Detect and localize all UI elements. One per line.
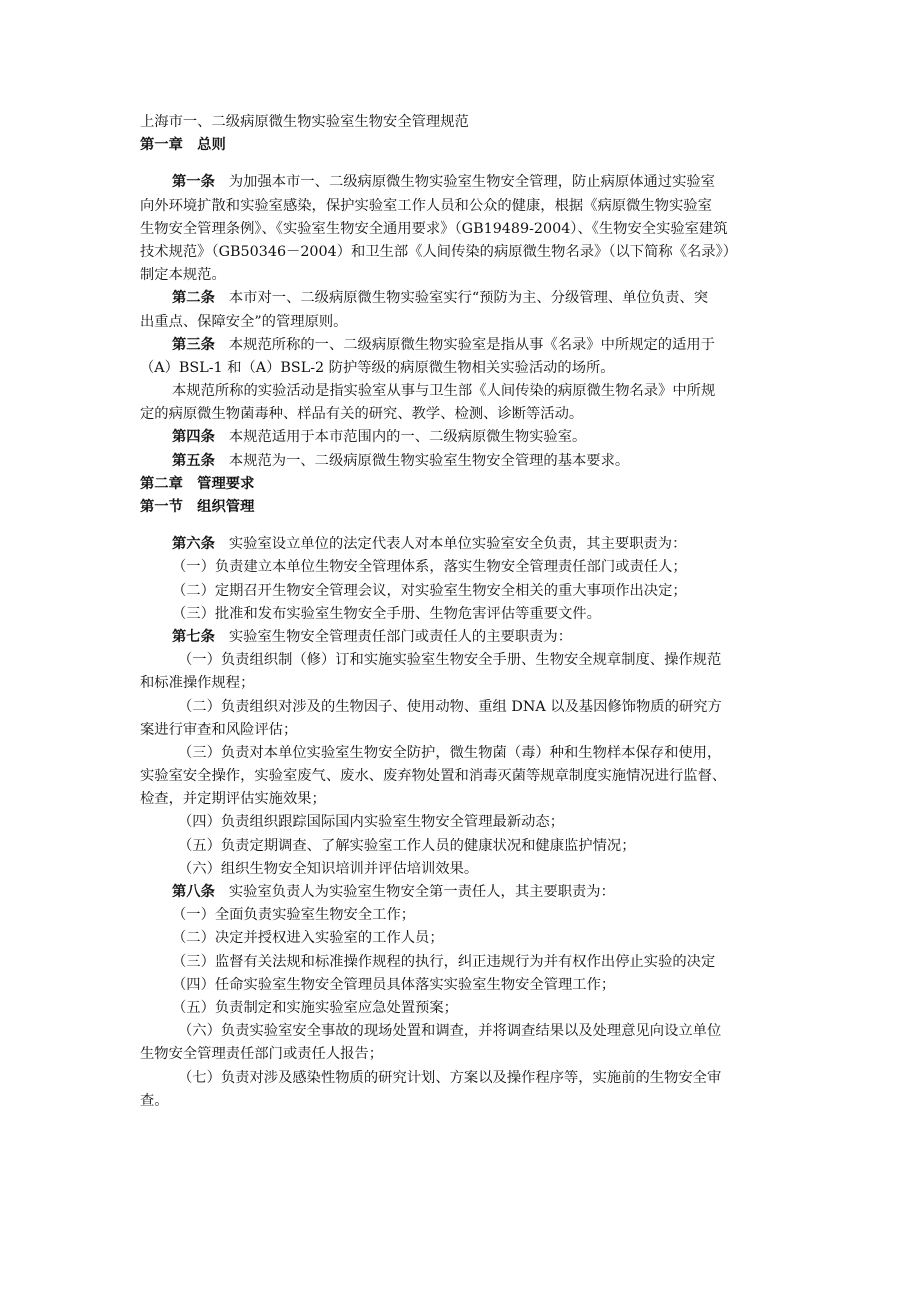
- article-4: 第四条 本规范适用于本市范围内的一、二级病原微生物实验室。: [172, 429, 587, 446]
- article-7-item-3-line-1: （三）负责对本单位实验室生物安全防护，微生物菌（毒）种和生物样本保存和使用，: [178, 744, 722, 761]
- section-1-heading: 第一节 组织管理: [140, 499, 255, 515]
- article-1-line-4: 技术规范》（GB50346－2004）和卫生部《人间传染的病原微生物名录》（以下简称《名录》）: [140, 243, 738, 260]
- article-1-line-2: 向外环境扩散和实验室感染，保护实验室工作人员和公众的健康，根据《病原微生物实验室: [140, 197, 712, 214]
- document-body: [140, 111, 800, 1113]
- article-1-line-1: 第一条 为加强本市一、二级病原微生物实验室生物安全管理，防止病原体通过实验室: [172, 174, 715, 191]
- article-6-item-1: （一）负责建立本单位生物安全管理体系，落实生物安全管理责任部门或责任人；: [172, 559, 687, 576]
- article-7-item-1-line-1: （一）负责组织制（修）订和实施实验室生物安全手册、生物安全规章制度、操作规范: [178, 652, 722, 669]
- article-1-label: 第一条: [172, 174, 215, 191]
- article-8-item-6-line-2: 生物安全管理责任部门或责任人报告；: [140, 1046, 384, 1063]
- article-7-item-2-line-2: 案进行审查和风险评估；: [140, 721, 298, 738]
- article-8-item-6-line-1: （六）负责实验室安全事故的现场处置和调查，并将调查结果以及处理意见向设立单位: [178, 1023, 722, 1040]
- article-6-item-2: （二）定期召开生物安全管理会议，对实验室生物安全相关的重大事项作出决定；: [172, 582, 687, 599]
- article-1-line-5: 制定本规范。: [140, 267, 226, 284]
- article-7-item-3-line-3: 检查，并定期评估实施效果；: [140, 791, 326, 808]
- article-8-label: 第八条: [172, 884, 215, 900]
- article-7-item-6: （六）组织生物安全知识培训并评估培训效果。: [178, 860, 479, 877]
- article-7-label: 第七条: [172, 628, 215, 645]
- article-3-line-2: （A）BSL-1 和（A）BSL-2 防护等级的病原微生物相关实验活动的场所。: [140, 359, 615, 376]
- article-8-item-7-line-2: 查。: [140, 1092, 169, 1109]
- article-7-item-2-line-1: （二）负责组织对涉及的生物因子、使用动物、重组 DNA 以及基因修饰物质的研究方: [178, 698, 722, 715]
- article-8-item-4: （四）任命实验室生物安全管理员具体落实实验室生物安全管理工作；: [172, 976, 616, 993]
- article-8-item-2: （二）决定并授权进入实验室的工作人员；: [172, 930, 444, 947]
- article-1-line-3: 生物安全管理条例》、《实验室生物安全通用要求》（GB19489-2004）、《生物安全实验室建筑: [140, 220, 728, 237]
- article-6-item-3: （三）批准和发布实验室生物安全手册、生物危害评估等重要文件。: [172, 605, 601, 622]
- article-7-item-3-line-2: 实验室安全操作，实验室废气、废水、废弃物处置和消毒灭菌等规章制度实施情况进行监督、: [140, 768, 727, 785]
- article-7: 第七条 实验室生物安全管理责任部门或责任人的主要职责为：: [172, 628, 573, 645]
- article-2-label: 第二条: [172, 290, 215, 307]
- article-8-item-7-line-1: （七）负责对涉及感染性物质的研究计划、方案以及操作程序等，实施前的生物安全审: [178, 1069, 722, 1086]
- article-4-label: 第四条: [172, 429, 215, 446]
- article-3-label: 第三条: [172, 336, 215, 353]
- article-2-line-2: 出重点、保障安全”的管理原则。: [140, 313, 348, 330]
- article-6-label: 第六条: [172, 536, 215, 553]
- article-7-item-4: （四）负责组织跟踪国际国内实验室生物安全管理最新动态；: [178, 814, 565, 831]
- article-7-item-1-line-2: 和标准操作规程；: [140, 675, 255, 692]
- article-5-label: 第五条: [172, 452, 215, 469]
- article-3b-line-2: 定的病原微生物菌毒种、样品有关的研究、教学、检测、诊断等活动。: [140, 406, 584, 423]
- article-8-item-3: （三）监督有关法规和标准操作规程的执行，纠正违规行为并有权作出停止实验的决定: [172, 953, 716, 970]
- article-2-line-1: 第二条 本市对一、二级病原微生物实验室实行“预防为主、分级管理、单位负责、突: [172, 290, 708, 307]
- article-7-item-5: （五）负责定期调查、了解实验室工作人员的健康状况和健康监护情况；: [178, 837, 636, 854]
- article-3-line-1: 第三条 本规范所称的一、二级病原微生物实验室是指从事《名录》中所规定的适用于: [172, 336, 715, 353]
- article-8-item-5: （五）负责制定和实施实验室应急处置预案；: [172, 999, 458, 1016]
- chapter-1-heading: 第一章 总则: [140, 137, 226, 154]
- article-5: 第五条 本规范为一、二级病原微生物实验室生物安全管理的基本要求。: [172, 452, 630, 469]
- article-3b-line-1: 本规范所称的实验活动是指实验室从事与卫生部《人间传染的病原微生物名录》中所规: [172, 383, 716, 400]
- article-8-item-1: （一）全面负责实验室生物安全工作；: [172, 907, 416, 924]
- article-6: 第六条 实验室设立单位的法定代表人对本单位实验室安全负责，其主要职责为：: [172, 536, 687, 553]
- document-title: 上海市一、二级病原微生物实验室生物安全管理规范: [140, 114, 469, 130]
- article-8: 第八条 实验室负责人为实验室生物安全第一责任人，其主要职责为：: [172, 884, 615, 900]
- chapter-2-heading: 第二章 管理要求: [140, 475, 255, 492]
